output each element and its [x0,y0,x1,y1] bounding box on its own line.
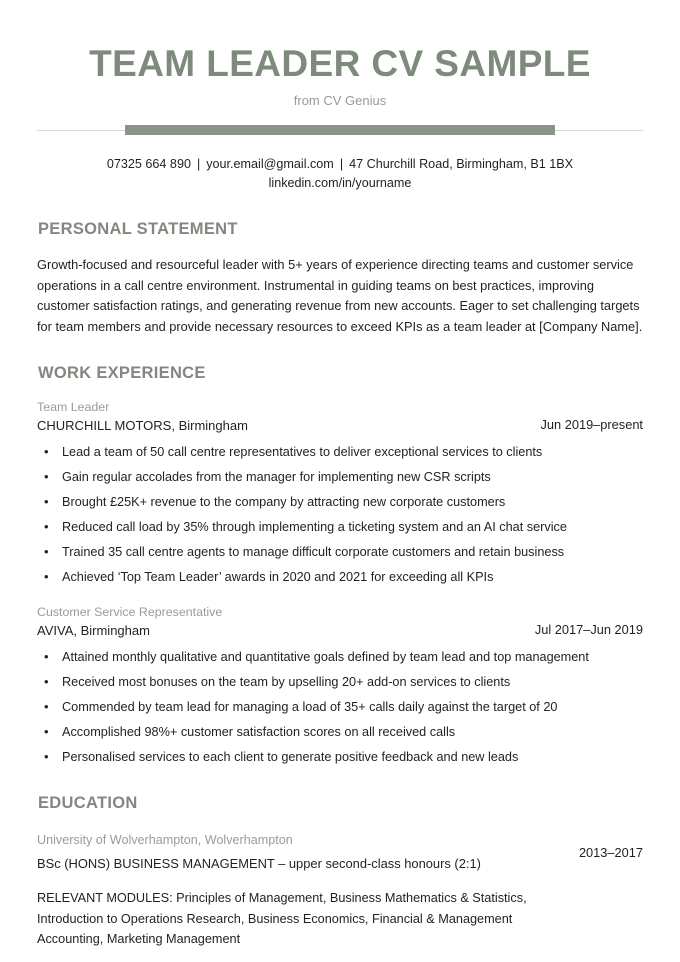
list-item [37,567,643,588]
education-entry-header [37,831,643,874]
education-dates: 2013–2017 [578,845,643,860]
list-item-text: Received most bonuses on the team by upselling 20+ add-on services to clients [62,674,511,689]
job-responsibilities-list [37,442,643,588]
relevant-modules: RELEVANT MODULES: Principles of Management, Business Mathematics & Statistics, Introduction to Operations Research, Business Economics, Financial & Management Accounting, Marketing Management [37,891,527,946]
bullet-icon: • [44,519,49,534]
contact-details [37,155,643,193]
personal-statement-body: Growth-focused and resourceful leader with 5+ years of experience directing teams and customer service operations in a call centre environment. Instrumental in guiding teams on best practices, improving customer satisfaction ratings, and generating revenue from new accounts. Eager to set challenging targets for team members and provide necessary resources to exceed KPIs as a team leader at [Company Name]. [37,257,643,334]
bullet-icon: • [44,723,49,739]
work-entry [37,399,643,588]
divider-accent-bar [125,125,555,135]
list-item-text: Accomplished 98%+ customer satisfaction scores on all received calls [62,724,456,739]
list-item [37,492,643,513]
work-entry [37,604,643,768]
contact-separator-2: | [339,157,344,171]
list-item-text: Lead a team of 50 call centre representatives to deliver exceptional services to clients [62,445,543,459]
bullet-icon: • [44,544,49,559]
section-heading-work-experience: WORK EXPERIENCE [38,364,206,382]
bullet-icon: • [44,748,49,764]
employer-name: CHURCHILL MOTORS, Birmingham [37,418,248,433]
section-heading-education: EDUCATION [38,794,138,812]
list-item [37,517,643,538]
page-subtitle: from CV Genius [293,93,387,108]
bullet-icon: • [44,698,49,714]
list-item [37,467,643,488]
job-title: Customer Service Representative [37,604,223,619]
bullet-icon: • [44,494,49,509]
job-dates: Jun 2019–present [540,417,643,432]
contact-separator-1: | [196,157,201,171]
list-item [37,672,643,693]
school-name: University of Wolverhampton, Wolverhampton [37,833,293,847]
bullet-icon: • [44,648,49,664]
bullet-icon: • [44,569,49,584]
education-entry-titles [37,831,643,874]
section-personal-statement [37,220,643,337]
list-item [37,697,643,718]
section-education [37,794,643,950]
education-entry [37,831,643,950]
list-item-text: Reduced call load by 35% through implementing a ticketing system and an AI chat service [62,520,567,534]
list-item-text: Personalised services to each client to generate positive feedback and new leads [62,749,519,764]
job-responsibilities-list [37,647,643,768]
list-item [37,647,643,668]
list-item-text: Commended by team lead for managing a load of 35+ calls daily against the target of 20 [62,699,558,714]
bullet-icon: • [44,444,49,459]
section-work-experience [37,364,643,767]
contact-linkedin[interactable]: linkedin.com/in/yourname [268,176,412,190]
work-entry-header [37,399,643,435]
bullet-icon: • [44,469,49,484]
work-entry-header [37,604,643,640]
list-item [37,442,643,463]
page-title: TEAM LEADER CV SAMPLE [89,43,591,84]
bullet-icon: • [44,673,49,689]
list-item-text: Trained 35 call centre agents to manage difficult corporate customers and retain business [62,545,565,559]
list-item [37,747,643,768]
list-item-text: Achieved ‘Top Team Leader’ awards in 2020 and 2021 for exceeding all KPIs [62,570,494,584]
list-item-text: Attained monthly qualitative and quantitative goals defined by team lead and top management [62,649,589,664]
degree-name: BSc (HONS) BUSINESS MANAGEMENT – upper second-class honours (2:1) [37,856,481,871]
contact-phone: 07325 664 890 [106,157,191,171]
contact-email[interactable]: your.email@gmail.com [206,157,334,171]
list-item-text: Gain regular accolades from the manager for implementing new CSR scripts [62,470,491,484]
employer-name: AVIVA, Birmingham [37,622,150,638]
list-item-text: Brought £25K+ revenue to the company by attracting new corporate customers [62,495,506,509]
section-heading-personal-statement: PERSONAL STATEMENT [38,220,238,238]
job-title: Team Leader [37,400,110,414]
list-item [37,542,643,563]
job-dates: Jul 2017–Jun 2019 [534,621,643,637]
list-item [37,722,643,743]
header-divider [37,124,643,138]
contact-address: 47 Churchill Road, Birmingham, B1 1BX [349,157,574,171]
cv-header [37,0,643,138]
